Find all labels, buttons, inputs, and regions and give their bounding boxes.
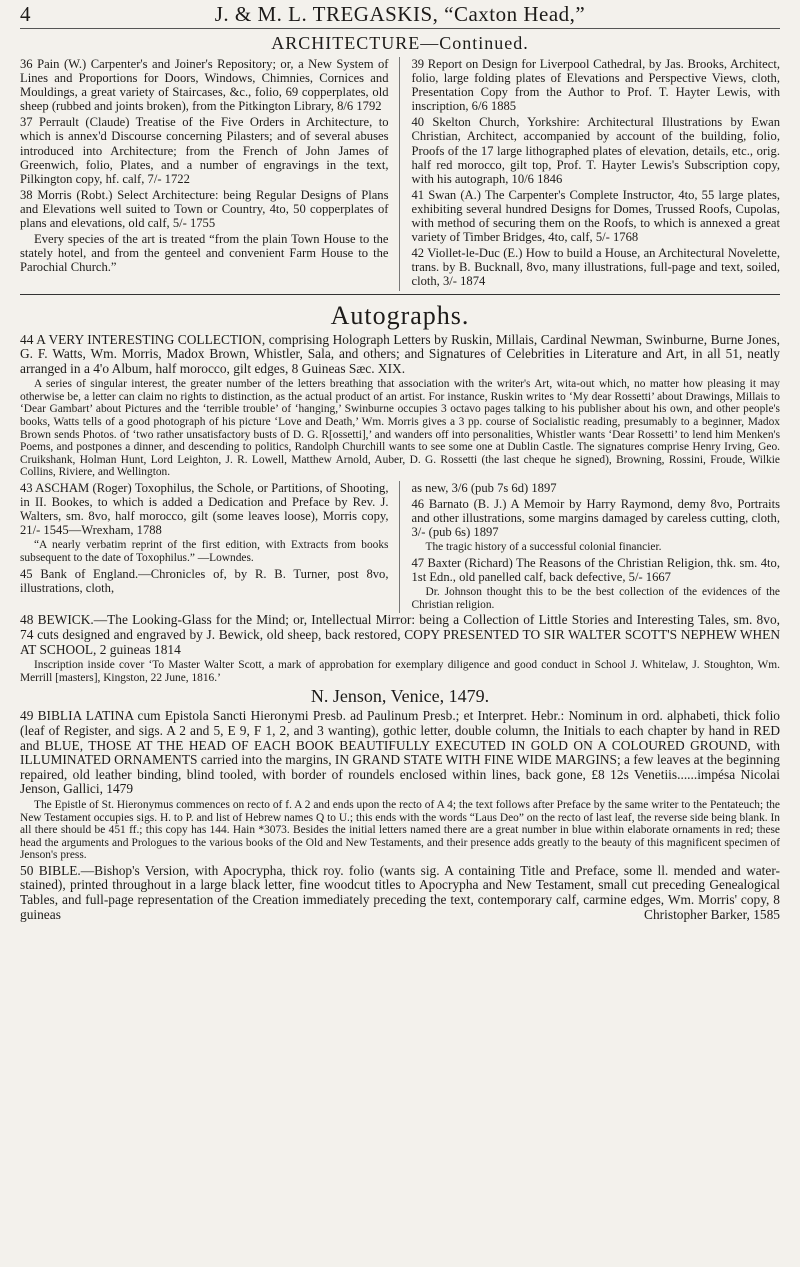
lot-41: 41 Swan (A.) The Carpenter's Complete Instructor, 4to, 55 large plates, exhibiting several hundred Designs for Domes, Trussed Roofs, Cupolas, with method of securing them on the Roofs, to which is annexed a great variety of Timber Bridges, 4to, calf, 5/- 1768 <box>411 187 780 245</box>
page-title: J. & M. L. TREGASKIS, “Caxton Head,” <box>214 1 586 26</box>
autographs-left-column <box>20 481 400 613</box>
autographs-right-column <box>412 481 781 613</box>
lot-50-printer: Christopher Barker, 1585 <box>644 906 780 922</box>
page-header <box>20 0 780 29</box>
lot-44-description: A series of singular interest, the greater number of the letters breathing that association with the writer's Art, wita-out which, no matter how pleasing it may otherwise be, a letter can claim no rights to distinction, as the actual product of an artist. For instance, Ruskin writes to ‘My dear Rossetti’ about Drawings, Millais to ‘Dear Gambart’ about Pictures and the ‘terrible trouble’ of ‘hanging,’ Swinburne occupies 3 octavo pages talking to his publisher about his own, and other people's books, Watts tells of a good photograph of his picture ‘Love and Death,’ Wm. Morris gives a 3 pp. course of Socialistic reading, presumably to a beginner, Madox Brown sends Photos. of ‘two rather unsatisfactory busts of D. G. R[ossetti],’ and wanders off into personalities, Whistler wants ‘Dear Rossetti’ to lend him Menken's Poems, and postpones a dinner, and descending to politics, Randolph Churchill wants to see some one at Dublin Castle. The signatures comprise Henry Irving, Geo. Cruikshank, Holman Hunt, Lord Leighton, J. R. Lowell, Matthew Arnold, Auber, D. G. Rossetti (the last cheque he signed), Browning, Rossini, Froude, Wilkie Collins, Riviere, and Wellington. <box>20 378 780 479</box>
lot-36: 36 Pain (W.) Carpenter's and Joiner's Repository; or, a New System of Lines and Proportions for Doors, Windows, Chimnies, Cornices and Mouldings, a great variety of Staircases, &c., folio, 69 copperplates, old sheep (rubbed and joints broken), from the Pitkington Library, 8/6 1792 <box>20 57 389 114</box>
section-title-architecture: ARCHITECTURE—Continued. <box>271 33 529 53</box>
lot-43: 43 ASCHAM (Roger) Toxophilus, the Schole, or Partitions, of Shooting, in II. Bookes, to which is added a Dedication and Preface by Rev. J. Walters, sm. 8vo, half morocco, gilt (some leaves loose), Morris copy, 21/- 1545—Wrexham, 1788 <box>20 481 389 538</box>
lot-39: 39 Report on Design for Liverpool Cathedral, by Jas. Brooks, Architect, folio, large folding plates of Elevations and Perspective Views, cloth, Presentation Copy from the Author to Prof. T. Hayter Lewis, with inscription, 6/6 1885 <box>411 57 780 114</box>
lot-48-description: Inscription inside cover ‘To Master Walter Scott, a mark of approbation for exemplary diligence and good conduct in School J. Whitelaw, J. Stoughton, Wm. Merrill [masters], Kingston, 22 June, 1816.’ <box>20 659 780 684</box>
lot-44: 44 A VERY INTERESTING COLLECTION, comprising Holograph Letters by Ruskin, Millais, Cardinal Newman, Swinburne, Burne Jones, G. F. Watts, Wm. Morris, Madox Brown, Whistler, Sala, and others; and Signatures of Celebrities in Literature and Art, in all 51, neatly arranged in a 4'o Album, half morocco, gilt edges, 8 Guineas Sæc. XIX. <box>20 331 780 376</box>
lot-45-continued: as new, 3/6 (pub 7s 6d) 1897 <box>411 481 557 496</box>
lot-42: 42 Viollet-le-Duc (E.) How to build a House, an Architectural Novelette, trans. by B. Bucknall, 8vo, many illustrations, full-page and text, soiled, cloth, 3/- 1874 <box>411 246 780 289</box>
page-number: 4 <box>20 1 31 26</box>
section-title-autographs: Autographs. <box>330 300 470 330</box>
printer-heading: N. Jenson, Venice, 1479. <box>310 686 490 707</box>
lot-49: 49 BIBLIA LATINA cum Epistola Sancti Hieronymi Presb. ad Paulinum Presb.; et Interpret. Hebr.: Nominum in ord. alphabeti, thick folio (leaf of Register, and sigs. A 2 and 5, E 9, F 1, 2, and 3 wanting), gothic letter, double column, the Initials to each chapter by hand in RED and BLUE, THOSE AT THE HEAD OF EACH BOOK BEAUTIFULLY EXECUTED IN GOLD ON A COLOURED GROUND, with ILLUMINATED ORNAMENTS carried into the margins, IN GRAND STATE WITH FINE WIDE MARGINS; a few leaves at the beginning repaired, old leather binding, blind tooled, with border of roundels enclosed within lines, back gone, £8 12s Venetiis......impésa Nicolai Jenson, Gallici, 1479 <box>20 708 780 797</box>
lot-38: 38 Morris (Robt.) Select Architecture: being Regular Designs of Plans and Elevations well suited to Town or Country, 4to, 50 copperplates of plans and elevations, old calf, 5/- 1755 <box>20 187 389 231</box>
lot-49-description: The Epistle of St. Hieronymus commences on recto of f. A 2 and ends upon the recto of A 4; the text follows after Preface by the same writer to the Pentateuch; the New Testament occupies sigs. H. to P. and list of Hebrew names Q to U.; this ends with the words “Laus Deo” on the recto of last leaf, the reverse side being blank. In all there should be 451 ff.; this copy has 144. Hain *3073. Besides the initial letters named there are a great number in blue within elaborate ornaments in red; these head the arguments and Prologues to the various books of the Old and New Testaments, and their presence adds greatly to the beauty of this magnificent specimen of Jenson's press. <box>20 798 780 862</box>
lot-46: 46 Barnato (B. J.) A Memoir by Harry Raymond, demy 8vo, Portraits and other illustrations, some margins damaged by careless cutting, cloth, 3/- (pub 6s) 1897 <box>411 497 780 540</box>
lot-38-note: Every species of the art is treated “from the plain Town House to the stately hotel, and from the genteel and convenient Farm House to the Parochial Church.” <box>20 232 389 275</box>
lot-48: 48 BEWICK.—The Looking-Glass for the Mind; or, Intellectual Mirror: being a Collection of Little Stories and Interesting Tales, sm. 8vo, 74 cuts designed and engraved by J. Bewick, old sheep, back restored, COPY PRESENTED TO SIR WALTER SCOTT'S NEPHEW WHEN AT SCHOOL, 2 guineas 1814 <box>20 612 780 657</box>
autographs-columns <box>20 481 780 613</box>
lot-50 <box>20 864 780 922</box>
architecture-right-column <box>412 57 781 291</box>
lot-40: 40 Skelton Church, Yorkshire: Architectural Illustrations by Ewan Christian, Architect, accompanied by account of the building, folio, Proofs of the 17 large lithographed plates of elevation, details, etc., orig. half red morocco, gilt top, Prof. T. Hayter Lewis's Subscription copy, with his autograph, 10/6 1846 <box>411 115 780 186</box>
lot-46-note: The tragic history of a successful colonial financier. <box>425 541 662 554</box>
architecture-columns <box>20 57 780 291</box>
lot-47: 47 Baxter (Richard) The Reasons of the Christian Religion, thk. sm. 4to, 1st Edn., old panelled calf, back defective, 5/- 1667 <box>411 556 780 585</box>
lot-50-title: 50 BIBLE.—Bishop's Version, with Apocrypha, thick roy. folio (wants sig. A containing Title and Preface, some ll. mended and water-stained), printed throughout in a large black letter, fine woodcut titles to Apocrypha and New Testament, small cut preceding Genealogical Tables, and full-page representation of the Creation immediately preceding the text, contemporary calf, carmine edges, Wm. Morris' copy, 8 guineas <box>20 862 780 922</box>
catalogue-page <box>20 0 780 1267</box>
lot-47-note: Dr. Johnson thought this to be the best collection of the evidences of the Christian religion. <box>411 586 780 611</box>
lot-43-note: “A nearly verbatim reprint of the first edition, with Extracts from books subsequent to the date of Toxophilus.” —Lowndes. <box>20 539 389 564</box>
lot-37: 37 Perrault (Claude) Treatise of the Five Orders in Architecture, to which is annex'd Discourse concerning Pilasters; and of several abuses introduced into Architecture; from the French of John James of Greenwich, folio, Plates, and a number of engravings in the text, Pilkington copy, hf. calf, 7/- 1722 <box>20 115 389 186</box>
architecture-left-column <box>20 57 400 291</box>
section-divider <box>20 294 780 295</box>
lot-45: 45 Bank of England.—Chronicles of, by R. B. Turner, post 8vo, illustrations, cloth, <box>20 566 389 595</box>
